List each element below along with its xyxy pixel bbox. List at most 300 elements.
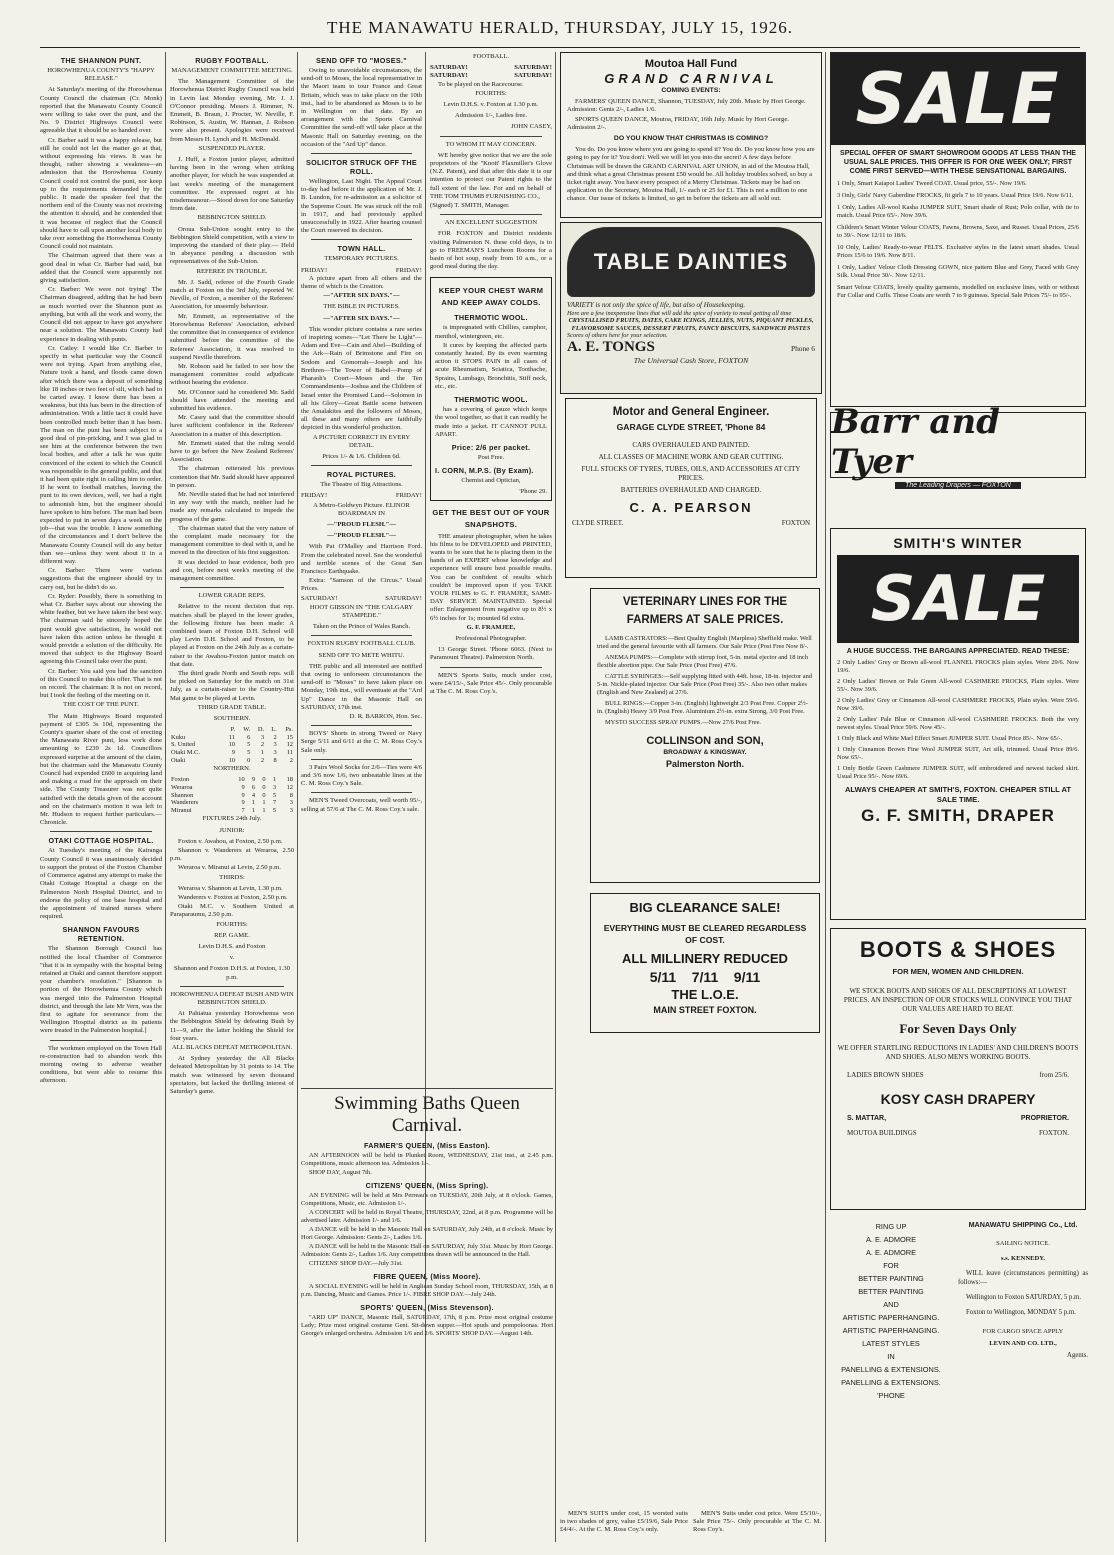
- column-3: [301, 52, 422, 1082]
- proprietor-row: [847, 1114, 1069, 1124]
- subhead: ALL BLACKS DEFEAT METROPOLITAN.: [171, 1044, 293, 1052]
- sale-item: 2 Only Ladies' Brown or Pale Green All-wool CASHMERE FROCKS, Plain styles. Were 55/-. Now 39/6.: [837, 678, 1079, 693]
- ad-text: LEVIN AND CO. LTD.,: [989, 1340, 1057, 1347]
- table-cell: W.: [243, 726, 251, 734]
- sale-item: 2 Only Ladies' Grey or Cinnamon All-wool CASHMERE FROCKS, Plain styles. Were 59/6. Now 39/6.: [837, 697, 1079, 712]
- friday-label: FRIDAY!: [301, 266, 328, 274]
- ad-text: Professional Photographer.: [455, 634, 527, 642]
- article-text: THE amateur photographer, when he takes his films to be DEVELOPED and PRINTED, wants to be sure that he is placing them in the hands of an EXPERT whose knowledge and experience will ensure best possible results. You can be confident of results which couldn't be improved upon if you TAKE YOUR FILMS to G. F. FRAMJEE, SAME-DAY SERVICE MAINTAINED. Special offer: Enlargement from negative up to 8½ x 6½ inches for 1s; mounted 6d extra.: [430, 532, 552, 622]
- article-text: At Pahiatua yesterday Horowhenua won the Bebbington Shield by defeating Bush by 11—9, after the latter holding the Shield for four years.: [170, 1010, 294, 1042]
- article-text: A picture apart from all others and the theme of which is the Creation.: [301, 274, 422, 291]
- film-title: —"AFTER SIX DAYS."—: [323, 292, 400, 300]
- table-row: [170, 784, 294, 792]
- table-cell: Foxton: [171, 776, 190, 784]
- headline: ROYAL PICTURES.: [326, 470, 397, 480]
- divider: [440, 667, 542, 668]
- ad-text: WE STOCK BOOTS AND SHOES OF ALL DESCRIPTIONS AT LOWEST PRICES. AN INSPECTION OF OUR STOCKS WILL CONVINCE YOU THAT OUR VALUES ARE HARD TO BEAT.: [843, 987, 1073, 1013]
- article-text: Wellington, Last Night. The Appeal Court to-day had before it the application of Mr. J. B. Lundon, for re-admission as a solicitor of the Supreme Court. He was struck off the roll in 1917, and had previously applied unsuccessfully in 1922. After hearing counsel the Court reserved its decision.: [301, 178, 422, 235]
- subhead: LOWER GRADE REPS.: [198, 592, 266, 600]
- ad-text: CARS OVERHAULED AND PAINTED.: [632, 441, 750, 449]
- article-text: HOOT GIBSON IN "THE CALGARY STAMPEDE.": [309, 603, 414, 619]
- table-cell: 9: [241, 791, 245, 799]
- table-cell: Otaki: [171, 756, 186, 764]
- banner-text: TABLE DAINTIES: [593, 249, 789, 274]
- ad-subhead: SAILING NOTICE.: [996, 1240, 1050, 1247]
- column-4: [430, 52, 552, 1082]
- table-row: [170, 776, 294, 784]
- sale-item: 1 Only Cinnamon Brown Fine Wool JUMPER SUIT, Art silk, trimmed. Usual Price 89/6. Now 65/-.: [837, 746, 1079, 761]
- ad-text: BULL RINGS:—Copper 3-in. (English) lightweight 2/3 Post Free. Copper 2½-in. (English) Heavy 3/9 Post Free. Aluminium 2½-in. extra Strong, 3/0 Post Free.: [597, 700, 808, 715]
- table-header-row: [170, 726, 294, 734]
- logo-subtext: The Leading Drapers — FOXTON: [895, 482, 1021, 489]
- ad-text: SPORTS QUEEN DANCE, Moutoa, FRIDAY, 16th July. Music by Hori George. Admission 2/-.: [567, 115, 789, 131]
- admore-line: 'PHONE: [877, 1391, 905, 1400]
- ad-text: The Universal Cash Store, FOXTON: [633, 356, 749, 366]
- article-text: FOR FOXTON and District residents visiting Palmerston N. these cold days, is to go to FREEMAN'S Luncheon Rooms for a basin of hot soup, ready from 10 a.m., or a good meal during the day.: [430, 230, 552, 271]
- fixture: v.: [229, 954, 235, 962]
- admore-line: PANELLING & EXTENSIONS.: [841, 1378, 941, 1387]
- table-cell: 10: [228, 741, 236, 749]
- ad-text: FOR CARGO SPACE APPLY: [982, 1328, 1064, 1335]
- table-cell: 12: [286, 741, 293, 749]
- ad-text: CLYDE STREET.: [572, 519, 624, 527]
- table-cell: Weraroa: [171, 784, 193, 791]
- thermotic-ad: [430, 277, 552, 500]
- table-cell: 10: [238, 776, 245, 784]
- ad-text: SHOP DAY, August 7th.: [309, 1169, 372, 1176]
- article-text: Mr. O'Connor said he considered Mr. Sadd should have attended the meeting and submitted his evidence.: [170, 388, 294, 412]
- article-text: Extra: "Samson of the Circus." Usual Prices.: [301, 577, 422, 593]
- ad-text: ALWAYS CHEAPER AT SMITH'S, FOXTON. CHEAPER STILL AT SALE TIME.: [844, 785, 1072, 804]
- table-cell: 7: [241, 806, 245, 814]
- article-text: This wonder picture contains a rare series of inspiring scenes—"Let There be Light"—Adam and Eve—Cain and Abel—Building of the Ark—Rain of Brimstone and Fire on Sodom and Gomorrah—Joseph and his Brethren—The Tower of Babel—Pomp of Pharaoh's Court—Moses and the Ten Commandments—Joshua and the Children of Israel enter the Promised Land—Solomon in all his Glory—Great Battle scene between the Amalakites and the followers of Moses, all these and many others are faithfully depicted in this wonderful production.: [301, 325, 422, 432]
- sale-item: 2 Only Ladies' Grey or Brown all-wool FLANNEL FROCKS plain styles. Were 29/6. Now 19/6.: [837, 659, 1079, 674]
- saturday-row: [301, 595, 422, 603]
- article-text: THE public and all interested are notified that owing to unforseen circumstances the send-off to "Moses" to have taken place on Monday, 19th inst., will eventuate at the "Ard Up" Dance in the Masonic Hall on SATURDAY, 17th inst.: [301, 662, 422, 711]
- table-cell: 8: [289, 791, 293, 799]
- subhead: The Theatre of Big Attractions.: [320, 481, 403, 489]
- fixture: Levin D.H.S. and Foxton: [198, 943, 266, 951]
- ad-headline: KEEP YOUR CHEST WARM AND KEEP AWAY COLDS.: [438, 286, 544, 308]
- classified-ad: MEN'S Sports Suits, much under cost, were £4/15/-, Sale Price 45/-. Only procurable at The C. M. Ross Coy.'s.: [430, 671, 552, 695]
- ad-text: 13 George Street. 'Phone 6063. (Next to Paramount Theatre). Palmerston North.: [430, 646, 552, 662]
- article-text: Relative to the recent decision that rep. matches shall be played in the lower grades, the following fixture has been made: A combined team of Foxton D.H. School will play Levin D.H. School and Foxton, to be played at Foxton on the 24th July as a curtain-raiser to the Awahou-Foxton junior match on that date.: [170, 603, 294, 668]
- article-text: The chairman stated that the very nature of the complaint made necessary for the management committee to deal with it, and he moved in the direction of his first suggestion.: [170, 524, 294, 557]
- ad-subhead: COMING EVENTS:: [661, 87, 721, 94]
- ad-text: PROPRIETOR.: [1020, 1115, 1069, 1122]
- column-2: [170, 52, 294, 1547]
- ad-name: G. F. FRAMJEE,: [466, 623, 516, 631]
- table-cell: 9: [241, 784, 245, 791]
- table-cell: 3: [273, 749, 277, 757]
- divider: [311, 725, 412, 726]
- table-row: [170, 792, 294, 800]
- headline: THE SHANNON PUNT.: [60, 56, 142, 65]
- admore-line: BETTER PAINTING: [858, 1274, 924, 1283]
- ad-subhead: FOR MEN, WOMEN AND CHILDREN.: [892, 967, 1024, 976]
- article-text: Cr. Barber: We were not trying! The Chairman disagreed, adding that he had been as much worried over the Shannon punt as anything, but with all the work and worry, the Council did not appear to have got anywhere near a solution. The Manawatu County had experience in dealing with punts.: [40, 286, 162, 343]
- ad-text: MEN'S Suits under cost price. Were £5/10/-, Sale Price 75/-. Only procurable at The C. M. Ross Coy's.: [693, 1510, 821, 1534]
- headline: SHANNON FAVOURS RETENTION.: [62, 925, 140, 944]
- article-text: Cr. Barber said it was a happy release, but still he could not let the matter go at that, without expressing his views. It was he thought, rather showing a weakness—an admission that the Horowhenua County Council could not control the punt, nor keep up to the requirements demanded by the public. It made the speaker feel that the northern end of the County was not receiving the attention it should, and he contended that it was because of neglect that the Council should have to call upon another local body to take over something the Horowhenua County Council could not maintain.: [40, 136, 162, 251]
- admore-line: ARTISTIC PAPERHANGING.: [842, 1326, 940, 1335]
- divider: [311, 239, 412, 240]
- sale-item: 1 Only, Smart Kaiapoi Ladies' Tweed COAT. Usual price, 55/-. Now 19/6.: [837, 180, 1027, 187]
- swimming-baths-ad: [301, 1088, 553, 1543]
- clearance-ad: [590, 893, 820, 1033]
- shipping-ad: [958, 1220, 1088, 1550]
- ad-text: ALL MILLINERY REDUCED: [622, 951, 788, 966]
- sale-item: 1 Only Bottle Green Cashmere JUMPER SUIT, self embroidered and newest tucked skirt. Usual Price 95/-. Now 69/6.: [837, 765, 1079, 780]
- divider: [440, 214, 542, 215]
- subhead: SUSPENDED PLAYER.: [198, 144, 266, 152]
- classified-ad: BOYS' Shorts in strong Tweed or Navy Serge 5/11 and 6/11 at the C. M. Ross Coy.'s Sale only.: [301, 730, 422, 754]
- sale-word: SALE: [870, 562, 1046, 635]
- sale-ad: [830, 52, 1086, 407]
- classified-ad: MEN'S Tweed Overcoats, well worth 95/-, selling at 57/6 at The C. M. Ross Coy.'s sale.: [301, 797, 422, 813]
- veterinary-ad: [590, 588, 820, 883]
- admore-line: ARTISTIC PAPERHANGING.: [842, 1313, 940, 1322]
- ad-subhead: FIBRE QUEEN, (Miss Moore).: [373, 1272, 481, 1281]
- ad-text: A CONCERT will be held in Royal Theatre, THURSDAY, 22nd, at 8 p.m. Programme will be advertised later. Admission 1/- and 1/6.: [301, 1209, 553, 1224]
- admore-line: A. E. ADMORE: [865, 1235, 917, 1244]
- ad-text: ANEMA PUMPS:—Complete with stirrup foot, 5-in. metal ejector and 18 inch flexible abortion pipe. Our Sale Price (Post Free) 47/6.: [597, 654, 809, 669]
- table-cell: 1: [272, 776, 277, 784]
- saturday-row: [430, 72, 552, 80]
- table-cell: 10: [228, 756, 236, 764]
- logo-text: Barr and Tyer: [831, 401, 1000, 482]
- article-text: Cr. Barber: There were various suggestions that the engineer should try to carry out, but he didn't do so.: [40, 567, 162, 591]
- subhead: REFEREE IN TROUBLE.: [196, 267, 268, 275]
- table-cell: 9: [251, 776, 256, 784]
- signature: D. R. BARRON, Hon. Sec.: [349, 713, 422, 720]
- article-text: Mr. Robson said he failed to see how the management committee could adjudicate without hearing the evidence.: [170, 362, 294, 387]
- ad-subhead: FARMER'S QUEEN, (Miss Easton).: [363, 1141, 491, 1150]
- ad-text: LADIES BROWN SHOES: [847, 1071, 924, 1079]
- ad-text: CRYSTALLISED FRUITS, DATES, CAKE ICINGS, JELLIES, NUTS, PIQUANT PICKLES, FLAVORSOME SAUCES, DESSERT FRUITS, FANCY BISCUITS, SANDWICH PASTES: [568, 317, 814, 332]
- address-row: [572, 518, 810, 528]
- film-title: THE BIBLE IN PICTURES.: [323, 303, 400, 311]
- ad-subhead: DO YOU KNOW THAT CHRISTMAS IS COMING?: [613, 135, 769, 143]
- fixture: Wanderers v. Foxton at Foxton, 2.50 p.m.: [178, 894, 288, 901]
- table-cell: Miranui: [171, 806, 192, 814]
- fixture: Shannon and Foxton D.H.S. at Foxton, 1.30 p.m.: [174, 965, 290, 981]
- ad-phone: Phone 6: [790, 344, 815, 354]
- ad-text: EVERYTHING MUST BE CLEARED REGARDLESS OF COST.: [603, 923, 807, 945]
- table-cell: 3: [272, 784, 277, 791]
- column-rule: [297, 52, 298, 1542]
- article-text: The chairman reiterated his previous contention that Mr. Sadd should have appeared in person.: [170, 465, 294, 489]
- article-text: Levin D.H.S. v. Foxton at 1.30 p.m.: [443, 101, 539, 109]
- article-text: The Chairman agreed that there was a good deal in what Cr. Barber had said, but added that the Council were apparently not giving satisfaction.: [40, 252, 162, 285]
- grade-table: [170, 776, 294, 814]
- divider: [50, 1040, 152, 1041]
- ad-headline: THERMOTIC WOOL.: [454, 313, 528, 323]
- article-text: Owing to unavoidable circumstances, the send-off to Moses, the local representative in the Maori team to tour France and Great Britain, which was to take place on the 10th inst., had to be abandoned as Moses is to be in Wellington on that date. By an arrangement with the Sports Carnival Committee the send-off will take place at the Masonic Hall on Saturday evening, on the occasion of the "Ard Up" dance.: [301, 67, 422, 148]
- article-text: Admission 1/-, Ladies free.: [455, 112, 527, 120]
- article-text: The Management Committee of the Horowhenua District Rugby Council was held in Levin last Monday evening, Mr. J. J. O'Connor presiding. Messrs J. Rimmer, N. Emmett, B. Braun, J. Procter, W. Neville, F. Robinson, S. Austin, W. Hannan, J. Robson were also present. Apologies were received from Messrs H. Lynch and H. McDonald.: [170, 78, 294, 143]
- table-row: [170, 741, 294, 749]
- headline: RUGBY FOOTBALL.: [195, 56, 269, 65]
- table-cell: Ps.: [285, 726, 293, 734]
- sale-item: 3 Only, Girls' Navy Gaberdine FROCKS, fit girls 7 to 10 years. Usual Price 19/6. Now 6/11.: [837, 192, 1074, 199]
- subhead: BEBBINGTON SHIELD.: [197, 214, 267, 222]
- table-cell: 0: [262, 791, 266, 799]
- ad-name: s.s. KENNEDY.: [1000, 1255, 1046, 1262]
- ad-prices: 5/11 7/11 9/11: [649, 969, 761, 985]
- ad-text: MEN'S SUITS under cost, 15 worsted suits in two shades of grey, value £5/19/6, Sale Price £4/4/-. At the C. M. Ross Coy.'s only.: [560, 1510, 688, 1534]
- table-cell: 15: [286, 733, 293, 741]
- ad-text: FARMERS' QUEEN DANCE, Shannon, TUESDAY, July 20th. Music by Hori George. Admission: Gents 2/-, Ladies 1/6.: [567, 98, 806, 114]
- table-cell: L.: [271, 726, 277, 734]
- ad-title: VETERINARY LINES FOR THE FARMERS AT SALE PRICES.: [622, 596, 788, 626]
- ad-text: Chemist and Optician,: [461, 477, 521, 485]
- ad-headline: THERMOTIC WOOL.: [454, 395, 528, 405]
- table-cell: 8: [273, 756, 277, 764]
- column-rule: [555, 52, 556, 1542]
- ad-name: COLLINSON and SON,: [646, 735, 764, 747]
- saturday-label: SATURDAY!: [385, 594, 422, 602]
- ad-title: Motor and General Engineer.: [612, 406, 770, 418]
- sale-items: [837, 180, 1079, 300]
- ad-text: Wellington to Foxton SATURDAY, 5 p.m.: [966, 1294, 1082, 1301]
- tongs-ad: [560, 222, 822, 394]
- table-row: [170, 749, 294, 757]
- table-cell: 1: [251, 806, 256, 814]
- ad-headline: For Seven Days Only: [899, 1021, 1017, 1036]
- ad-text: A SOCIAL EVENING will be held in Anglican Sunday School room, THURSDAY, 15th, at 8 p.m. Dancing, Music and Games. Price 1/-. FIBRE SHOP DAY.—July 24th.: [301, 1283, 553, 1298]
- ad-name: THE L.O.E.: [671, 987, 739, 1002]
- admore-line: RING UP: [875, 1222, 907, 1231]
- headline: FOOTBALL.: [472, 53, 510, 60]
- article-text: Mr. J. Sadd, referee of the Fourth Grade match at Foxton on the 3rd July, reported W. Neville, of Foxton, a member of the Referees' Association, for unseemly behaviour.: [170, 278, 294, 311]
- ad-text: Post Free.: [477, 453, 505, 461]
- subhead: MANAGEMENT COMMITTEE MEETING.: [171, 67, 293, 74]
- headline: TO WHOM IT MAY CONCERN.: [445, 140, 537, 148]
- table-cell: 2: [289, 756, 293, 764]
- table-cell: 2: [260, 741, 265, 749]
- sale-banner: [837, 555, 1079, 643]
- ad-text: MYSTO SUCCESS SPRAY PUMPS.—Now 27/6 Post Free.: [605, 719, 762, 726]
- article-text: The workmen employed on the Town Hall re-construction had to abandon work this morning owing to adverse weather conditions, but were able to resume this afternoon.: [40, 1044, 162, 1085]
- table-cell: 3: [289, 806, 293, 814]
- table-cell: 0: [262, 776, 266, 784]
- column-1: [40, 52, 162, 1547]
- divider: [311, 792, 412, 793]
- article-text: WE hereby give notice that we are the sole proprietors of the "Knott' Flaxmiller's Glove (N.Z. Patent), and that after this date it is our intention to protect our Patent rights to the full extent of the law. For and on behalf of THE TOM THUMB FURNISHING CO.,: [430, 151, 552, 200]
- saturday-label: SATURDAY!: [514, 64, 552, 72]
- ad-text: WILL leave (circumstances permitting) as follows:—: [958, 1270, 1088, 1286]
- ad-text: BROADWAY & KINGSWAY.: [663, 749, 747, 756]
- article-text: Mr. Casey said that the committee should have sufficient confidence in the Referees' Association in a matter of this description.: [170, 414, 294, 438]
- ad-title: SMITH'S WINTER: [893, 535, 1023, 551]
- address-row: [847, 1128, 1069, 1138]
- table-group-label: NORTHERN.: [213, 765, 251, 773]
- ad-text: LAMB CASTRATORS:—Best Quality English (Marpless) Sheffield make. Well tried and the general favourite with all farmers. Our Sale Price (Post Free Now 8/-.: [597, 635, 812, 650]
- subhead: THIRD GRADE TABLE.: [197, 703, 267, 711]
- price-row: [847, 1070, 1069, 1080]
- table-cell: Otaki M.C.: [171, 749, 200, 757]
- table-cell: [170, 726, 222, 734]
- ad-headline: SPECIAL OFFER OF SMART SHOWROOM GOODS AT LESS THAN THE USUAL SALE PRICES. THIS OFFER IS FOR ONE WEEK ONLY; FIRST COME FIRST SERVED—WITH THESE SENSATIONAL BARGAINS.: [840, 150, 1076, 175]
- ad-text: AN EVENING will be held at Mrs Perreau's on TUESDAY, 20th July, at 8 o'clock. Games, Competitions, Music, etc. Admission 1/-.: [301, 1192, 553, 1207]
- friday-label: FRIDAY!: [395, 492, 422, 500]
- article-text: The Main Highways Board requested payment of £305 3s 10d, representing the County's quarter share of the cost of erecting the Manawatu River punt, less work done amounting to £239 2s 1d. Councillors expressed surprise at the amount of the claim, but the chairman said the Manawatu County Council had expended £600 in acquiring land and making a road for the approach on their side. The County Treasurer was not quite satisfied with the details given of the account and on the chairman's motion it was left to Mr. Hudson to request further particulars.—Chronicle.: [40, 712, 162, 827]
- table-cell: 5: [247, 741, 251, 749]
- table-cell: 9: [241, 799, 245, 807]
- table-row: [170, 734, 294, 742]
- divider: [301, 1088, 553, 1089]
- friday-label: FRIDAY!: [301, 492, 328, 500]
- ad-name: C. A. PEARSON: [629, 500, 753, 515]
- ad-text: Palmerston North.: [665, 759, 744, 769]
- divider: [50, 831, 152, 832]
- ad-title: MANAWATU SHIPPING Co., Ltd.: [968, 1220, 1078, 1229]
- ad-name: G. F. SMITH, DRAPER: [861, 806, 1055, 825]
- article-text: Mr. Neville stated that he had not interfered in any way with the match, neither had he made any remarks calculated to impede the progress of the game.: [170, 490, 294, 523]
- moutoa-ad: [560, 52, 822, 218]
- ad-title: Swimming Baths Queen Carnival.: [334, 1093, 520, 1136]
- divider: [440, 136, 542, 137]
- sale-item: 1 Only, Ladies All-wool Kasha JUMPER SUIT, Smart shade of Rust; Polo collar, with tie to match. Usual Price 65/-. Now 39/6.: [837, 204, 1079, 219]
- table-cell: 4: [251, 791, 256, 799]
- table-cell: 2: [260, 756, 265, 764]
- sale-item: 2 Only Ladies' Pale Blue or Cinnamon All-wool CASHMERE FROCKS. Both the very newest styles. Usual Price 59/6. Now 45/-.: [837, 716, 1079, 731]
- ad-text: ALL CLASSES OF MACHINE WORK AND GEAR CUTTING.: [598, 453, 784, 461]
- table-cell: 5: [272, 791, 277, 799]
- table-cell: P.: [230, 726, 236, 734]
- ad-headline: A HUGE SUCCESS. THE BARGAINS APPRECIATED. READ THESE:: [846, 648, 1070, 655]
- ad-name: I. CORN, M.P.S. (By Exam).: [435, 466, 534, 476]
- sale-item: Children's Smart Winter Velour COATS, Fawns, Browns, Saxe, and Russet. Usual Prices, 25/6 to 39/-. Now 12/11 to 18/6.: [837, 224, 1079, 239]
- ad-title: Moutoa Hall Fund: [644, 58, 738, 70]
- ad-subhead: GARAGE CLYDE STREET, 'Phone 84: [616, 422, 766, 432]
- prices: Prices 1/- & 1/6. Children 6d.: [322, 452, 401, 460]
- article-text: To be played on the Racecourse.: [438, 80, 524, 88]
- ad-name: A. E. TONGS: [567, 339, 655, 356]
- subhead: FOURTHS:: [475, 89, 507, 97]
- table-cell: 2: [273, 733, 277, 741]
- headline: AN EXCELLENT SUGGESTION: [444, 219, 538, 227]
- ad-title: GRAND CARNIVAL: [604, 71, 778, 86]
- ad-text: WE OFFER STARTLING REDUCTIONS IN LADIES' AND CHILDREN'S BOOTS AND SHOES. ALSO MEN'S WORKING BOOTS.: [837, 1044, 1079, 1061]
- ad-subhead: SPORTS' QUEEN, (Miss Stevenson).: [360, 1303, 494, 1312]
- table-cell: 9: [231, 749, 236, 757]
- signature: JOHN CASEY,: [511, 123, 552, 131]
- headline: OTAKI COTTAGE HOSPITAL.: [48, 836, 154, 846]
- classified-ad: [560, 1510, 688, 1550]
- sale-word: SALE: [855, 58, 1061, 140]
- ad-text: CATTLE SYRINGES:—Self supplying fitted with 44ft. hose, 18-in. injector and 5-in. Nickle-plated injector. Our Sale Price (Post Free) 35/-. Also two other makes (English and New Zealand) at 27/6.: [597, 673, 812, 696]
- ad-phone: 'Phone 29.: [519, 488, 547, 496]
- fixture: Foxton v. Awahou, at Foxton, 2.50 p.m.: [178, 837, 283, 845]
- sale-banner: [831, 53, 1085, 145]
- saturday-row: [430, 64, 552, 72]
- article-text: Cr. Barber: You said you had the sanction of this Council to make this offer. That is not on record. The chairman: It is not on record, but I took the feeling of the meeting on it.: [40, 667, 162, 700]
- ad-text: FOXTON: [781, 519, 810, 527]
- article-text: Cr. Catley: I would like Cr. Barber to specify in what particular way the Council were not trying. Apart from anything else, Nature took a hand, and floods came down after which there was a deposit of something like 18 inches or two feet of silt, which had to be carted away. I know there has been a weakness, but this has been in the direction of administration. With a little tact it could have been controlled much better than it has been. The man on the punt has been subject to a good deal of pin-pricking, and I was glad to see him at the conference between the two local bodies, and after a talk he was quite convinced of the extent to which the Council was responsible to the general public, and that it had been quite right in calling him to order. If he went to football matches, leaving the punt to its own devices, well, we had a right to admonish him, but the engineer should have spoken to him before. The man had been expected to put in seven days a week on the job—that was the trouble. I know something of the circumstances and I don't believe the Manawatu County Council will do any better than we—unless they went about it in a different way.: [40, 344, 162, 565]
- masthead: THE MANAWATU HERALD, THURSDAY, JULY 15, 1926.: [40, 18, 1080, 48]
- sale-item: Smart Velour COATS, lovely quality garments, modelled on exclusive lines, with or without Fur Collar and Cuffs. These Coats are worth 7 to 9 guineas. Special Sale Prices 75/- to 95/-.: [837, 284, 1079, 299]
- table-cell: S. United: [171, 741, 196, 749]
- saturday-label: SATURDAY!: [301, 594, 338, 602]
- ad-text: Agents.: [1067, 1352, 1088, 1359]
- column-rule: [165, 52, 166, 1542]
- headline: SOLICITOR STRUCK OFF THE ROLL.: [306, 158, 417, 177]
- ad-text: A DANCE will be held in the Masonic Hall on SATURDAY, July 24th, at 8 o'clock. Music by Hori George. Admission: Gents 2/-, Ladies 1/6.: [301, 1226, 553, 1241]
- smith-winter-sale-ad: [830, 528, 1086, 920]
- classified-ad: 3 Pairs Wool Socks for 2/6—Ties were 4/6 and 3/6 now 1/6, two unbeatable lines at the C. M. Ross Coy.'s Sale.: [301, 763, 422, 788]
- subhead: FOXTON RUGBY FOOTBALL CLUB.: [307, 640, 416, 648]
- table-row: [170, 807, 294, 815]
- ad-text: A DANCE will be held in the Masonic Hall on SATURDAY, July 31st. Music by Hori George. Admission: Gents 2/-, Ladies 1/6. Any competitions drawn will be announced in the Hall.: [301, 1243, 553, 1258]
- table-cell: 11: [228, 733, 236, 741]
- film-title: —"PROUD FLESH."—: [327, 520, 396, 528]
- article-text: The third grade North and South reps. will be picked on Saturday for the match on 31st July, as a curtain-raiser to the Country-Hui Mai game to be played at Levin.: [170, 670, 294, 702]
- film-title: —"AFTER SIX DAYS."—: [323, 314, 400, 322]
- friday-row: [301, 492, 422, 500]
- smith-items: [837, 659, 1079, 781]
- ad-text: CITIZENS' SHOP DAY.—July 31st.: [309, 1260, 403, 1267]
- table-cell: Kuku: [171, 733, 186, 741]
- table-cell: 3: [273, 741, 277, 749]
- table-cell: Wanderers: [171, 799, 199, 807]
- ad-text: FULL STOCKS OF TYRES, TUBES, OILS, AND ACCESSORIES AT CITY PRICES.: [581, 465, 801, 482]
- admore-line: LATEST STYLES: [862, 1339, 920, 1348]
- article-text: A Metro-Goldwyn Picture. ELINOR BOARDMAN IN: [313, 501, 410, 517]
- ad-text: FOXTON.: [1038, 1129, 1069, 1137]
- ad-text: VARIETY is not only the spice of life, but also of Housekeeping.: [567, 301, 746, 309]
- admore-line: BETTER PAINTING: [858, 1287, 924, 1296]
- subhead: HOROWHENUA COUNTY'S "HAPPY RELEASE.": [47, 67, 155, 83]
- grade-table: [170, 726, 294, 764]
- ad-title: BOOTS & SHOES: [859, 937, 1057, 962]
- article-text: Mr. Emmett, as representative of the Horowhenua Referees' Association, advised the committee that in consequence of evidence submitted before the committee of the Referees' Association, it was resolved to suspend Neville therefrom.: [170, 312, 294, 361]
- table-cell: 1: [251, 799, 256, 807]
- ad-text: You do. Do you know where you are going to spend it? You do. Do you know how you are going to pay for it? You don't. Well we will let you into the secret! A few days before Christmas will be drawn the GRAND CARNIVAL ART UNION, in aid of the Moutoa Hall, and think what a great Christmas present £50 would be. All holiday troubles solved, so buy a ticket right away. You have every prospect of a Merry Christmas. Tickets may be had on application to the Secretary, Moutoa Hall, 1/- each or 25 for £1. This is not a million to one chance. Our issue of tickets is limited, so get in before the tickets are all sold out.: [567, 146, 815, 203]
- column-rule: [825, 52, 826, 1542]
- ad-text: It cures by keeping the affected parts constantly heated. By its even warming action it STOPS PAIN in all cases of acute Rheumatism, Sciatica, Toothache, Sprains, Lumbago, Bronchitis, Stiff neck, etc., etc.: [435, 341, 547, 390]
- table-cell: 1: [260, 749, 265, 757]
- ad-price: Price: 2/6 per packet.: [451, 442, 531, 452]
- ad-subhead: CITIZENS' QUEEN, (Miss Spring).: [365, 1181, 489, 1190]
- article-text: Oroua Sub-Union sought entry to the Bebbington Shield competition, with a view to improving the standard of their play.— Held in abeyance pending a discussion with representatives of the Sub-Union.: [170, 225, 294, 266]
- divider: [311, 465, 412, 466]
- ad-text: Scores of others here for your selection.: [567, 332, 668, 340]
- headline: GET THE BEST OUT OF YOUR SNAPSHOTS.: [432, 507, 550, 529]
- article-text: J. Huff, a Foxton junior player, admitted having been in the wrong when striking another player, for which he was suspended at last week's meeting of the management committee. He expressed regret at his misdemeanour.—Stood down for one Saturday from date.: [170, 156, 294, 213]
- admore-line: IN: [887, 1352, 895, 1361]
- admore-line: PANELLING & EXTENSIONS.: [841, 1365, 941, 1374]
- tongs-footer: [567, 339, 815, 356]
- table-cell: 12: [286, 784, 293, 791]
- ad-text: has a covering of gauze which keeps the wool together, so that it can readily be made into a jacket. IT CANNOT PULL APART.: [435, 406, 547, 438]
- table-group-label: SOUTHERN.: [213, 715, 251, 723]
- divider: [311, 153, 412, 154]
- article-text: At Saturday's meeting of the Horowhenua County Council the chairman (Cr. Monk) reported that the Manawatu County Council were willing to take over the punt, and the No. 9 District Highways Council were agreeable that it should be so handed over.: [40, 86, 162, 135]
- table-cell: 0: [262, 784, 266, 791]
- divider: [180, 986, 284, 987]
- divider: [311, 635, 412, 636]
- sale-item: 1 Only Black and White Marl Effect Smart JUMPER SUIT. Usual Price 85/-. Now 65/-.: [837, 735, 1063, 742]
- admore-line: A. E. ADMORE: [865, 1248, 917, 1257]
- table-row: [170, 799, 294, 807]
- saturday-label: SATURDAY!: [430, 64, 468, 72]
- barr-tyer-logo: [830, 401, 1086, 489]
- ad-text: MAIN STREET FOXTON.: [653, 1005, 757, 1015]
- sale-item: 10 Only, Ladies' Ready-to-wear FELTS. Exclusive styles in the latest smart shades. Usual Prices 15/6 to 19/6. Now 8/11.: [837, 244, 1079, 259]
- motor-engineer-ad: [565, 398, 817, 578]
